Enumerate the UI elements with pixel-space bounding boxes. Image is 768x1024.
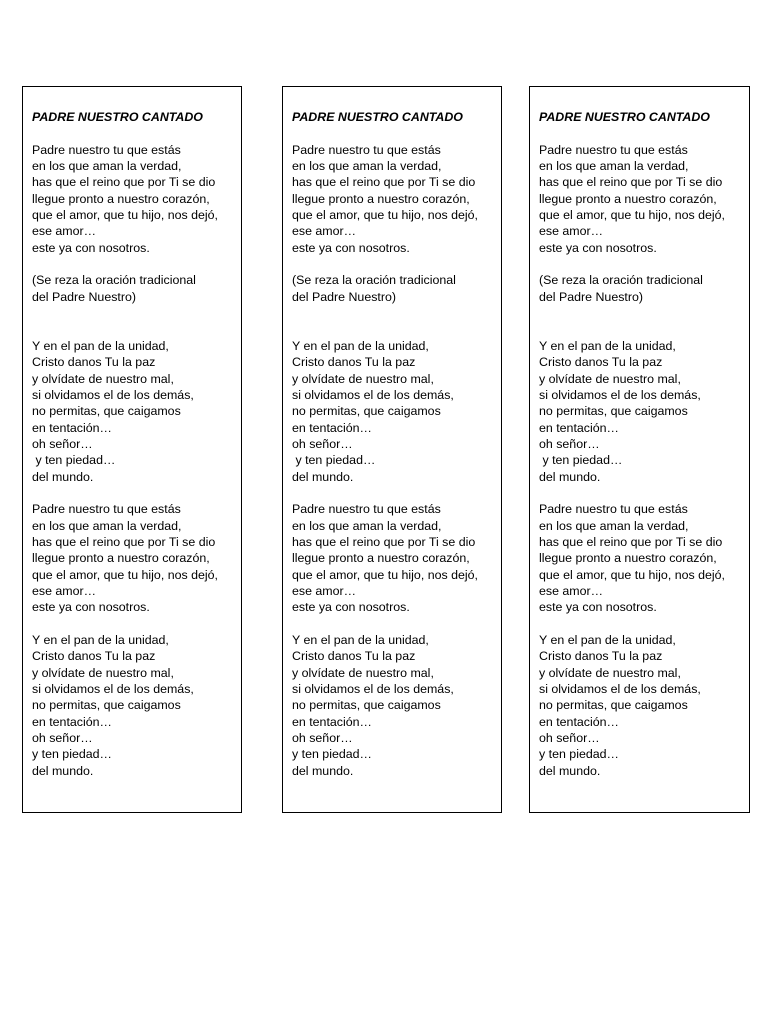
card-title: PADRE NUESTRO CANTADO [292, 110, 463, 124]
lyric-line: del Padre Nuestro) [539, 289, 643, 304]
stanza [32, 142, 241, 256]
lyric-line: en los que aman la verdad, [539, 159, 689, 174]
lyric-line: no permitas, que caigamos [292, 404, 441, 419]
stanza [292, 632, 501, 779]
lyric-line: y olvídate de nuestro mal, [539, 665, 681, 680]
lyric-line: (Se reza la oración tradicional [539, 273, 703, 288]
lyric-line: del mundo. [539, 469, 601, 484]
lyric-line: ese amor… [32, 224, 97, 239]
lyric-line: y olvídate de nuestro mal, [32, 665, 174, 680]
lyric-line: Y en el pan de la unidad, [539, 338, 676, 353]
lyric-line: y ten piedad… [539, 453, 623, 468]
lyric-line: no permitas, que caigamos [539, 698, 688, 713]
lyric-line: Cristo danos Tu la paz [292, 649, 416, 664]
lyric-line: si olvidamos el de los demás, [32, 682, 194, 697]
lyric-line: este ya con nosotros. [539, 600, 657, 615]
lyric-line: oh señor… [539, 731, 600, 746]
stanza [292, 272, 501, 305]
lyric-line: Y en el pan de la unidad, [292, 633, 429, 647]
lyric-line: has que el reino que por Ti se dio [32, 175, 216, 190]
stanza [32, 338, 241, 485]
stanza [292, 142, 501, 256]
lyric-line: este ya con nosotros. [32, 240, 150, 255]
lyric-line: en los que aman la verdad, [292, 518, 442, 533]
lyric-line: y olvídate de nuestro mal, [292, 371, 434, 386]
lyric-line: llegue pronto a nuestro corazón, [32, 191, 210, 206]
lyric-line: Padre nuestro tu que estás [292, 142, 441, 157]
lyric-line: no permitas, que caigamos [539, 404, 688, 419]
lyric-line: y ten piedad… [292, 453, 376, 468]
lyric-line: si olvidamos el de los demás, [292, 387, 454, 402]
stanza [32, 632, 241, 779]
lyric-line: oh señor… [292, 731, 353, 746]
lyric-line: Padre nuestro tu que estás [32, 142, 181, 157]
lyric-line: del mundo. [292, 763, 354, 778]
lyric-line: y olvídate de nuestro mal, [292, 665, 434, 680]
lyric-line: llegue pronto a nuestro corazón, [32, 551, 210, 566]
lyric-line: oh señor… [32, 731, 93, 746]
lyric-line: llegue pronto a nuestro corazón, [292, 551, 470, 566]
lyric-line: no permitas, que caigamos [32, 404, 181, 419]
lyric-line: que el amor, que tu hijo, nos dejó, [539, 208, 725, 223]
stanza [539, 272, 749, 305]
lyric-line: oh señor… [32, 436, 93, 451]
lyric-line: del mundo. [32, 469, 94, 484]
stanza [32, 272, 241, 305]
lyrics-card-2 [282, 86, 502, 813]
lyric-line: este ya con nosotros. [292, 600, 410, 615]
lyric-line: que el amor, que tu hijo, nos dejó, [32, 208, 218, 223]
lyric-line: y ten piedad… [292, 747, 372, 762]
lyric-line: (Se reza la oración tradicional [292, 273, 456, 288]
lyric-line: este ya con nosotros. [292, 240, 410, 255]
lyric-line: y olvídate de nuestro mal, [539, 371, 681, 386]
lyric-line: si olvidamos el de los demás, [32, 387, 194, 402]
lyric-line: si olvidamos el de los demás, [292, 682, 454, 697]
lyric-line: en tentación… [539, 420, 619, 435]
lyric-line: en tentación… [292, 714, 372, 729]
lyric-line: Cristo danos Tu la paz [539, 355, 663, 370]
lyric-line: has que el reino que por Ti se dio [539, 175, 723, 190]
lyric-line: has que el reino que por Ti se dio [292, 534, 476, 549]
lyric-line: Cristo danos Tu la paz [292, 355, 416, 370]
lyric-line: que el amor, que tu hijo, nos dejó, [539, 567, 725, 582]
lyric-line: Padre nuestro tu que estás [539, 502, 688, 517]
card-title: PADRE NUESTRO CANTADO [32, 110, 203, 124]
lyric-line: Cristo danos Tu la paz [539, 649, 663, 664]
lyric-line: ese amor… [539, 224, 604, 239]
lyric-line: que el amor, que tu hijo, nos dejó, [32, 567, 218, 582]
lyric-line: y ten piedad… [539, 747, 619, 762]
lyric-line: Y en el pan de la unidad, [32, 633, 169, 647]
lyric-line: llegue pronto a nuestro corazón, [539, 191, 717, 206]
lyric-line: no permitas, que caigamos [32, 698, 181, 713]
lyric-line: has que el reino que por Ti se dio [32, 534, 216, 549]
lyric-line: del Padre Nuestro) [292, 289, 396, 304]
lyric-line: del mundo. [292, 469, 354, 484]
lyric-line: Cristo danos Tu la paz [32, 649, 156, 664]
lyric-line: en tentación… [539, 714, 619, 729]
lyric-line: Y en el pan de la unidad, [292, 338, 429, 353]
lyric-line: este ya con nosotros. [32, 600, 150, 615]
lyric-line: del mundo. [539, 763, 601, 778]
stanza [539, 142, 749, 256]
lyric-line: ese amor… [292, 583, 357, 598]
lyrics-card-3 [529, 86, 750, 813]
lyric-line: y ten piedad… [32, 747, 112, 762]
lyric-line: del Padre Nuestro) [32, 289, 136, 304]
card-title: PADRE NUESTRO CANTADO [539, 110, 710, 124]
stanza [539, 632, 749, 779]
lyric-line: en tentación… [32, 420, 112, 435]
lyric-line: y olvídate de nuestro mal, [32, 371, 174, 386]
lyric-line: oh señor… [292, 436, 353, 451]
lyric-line: si olvidamos el de los demás, [539, 387, 701, 402]
lyric-line: llegue pronto a nuestro corazón, [292, 191, 470, 206]
lyric-line: Y en el pan de la unidad, [539, 633, 676, 647]
lyric-line: llegue pronto a nuestro corazón, [539, 551, 717, 566]
lyric-line: no permitas, que caigamos [292, 698, 441, 713]
lyric-line: en los que aman la verdad, [32, 159, 182, 174]
lyrics-card-1 [22, 86, 242, 813]
stanza [292, 338, 501, 485]
lyric-line: Padre nuestro tu que estás [539, 142, 688, 157]
lyric-line: Padre nuestro tu que estás [32, 502, 181, 517]
lyric-line: en los que aman la verdad, [292, 159, 442, 174]
lyric-line: ese amor… [32, 583, 97, 598]
lyric-line: (Se reza la oración tradicional [32, 273, 196, 288]
lyric-line: en tentación… [292, 420, 372, 435]
lyric-line: si olvidamos el de los demás, [539, 682, 701, 697]
lyric-line: en los que aman la verdad, [539, 518, 689, 533]
lyric-line: has que el reino que por Ti se dio [539, 534, 723, 549]
lyric-line: oh señor… [539, 436, 600, 451]
lyric-line: has que el reino que por Ti se dio [292, 175, 476, 190]
stanza [539, 338, 749, 485]
lyric-line: en tentación… [32, 714, 112, 729]
lyric-line: Y en el pan de la unidad, [32, 338, 169, 353]
lyric-line: en los que aman la verdad, [32, 518, 182, 533]
lyric-line: y ten piedad… [32, 453, 116, 468]
stanza [292, 501, 501, 615]
stanza [539, 501, 749, 615]
lyric-line: Padre nuestro tu que estás [292, 502, 441, 517]
lyric-line: este ya con nosotros. [539, 240, 657, 255]
lyric-line: ese amor… [292, 224, 357, 239]
lyric-line: ese amor… [539, 583, 604, 598]
lyric-line: que el amor, que tu hijo, nos dejó, [292, 567, 478, 582]
lyric-line: que el amor, que tu hijo, nos dejó, [292, 208, 478, 223]
lyric-line: del mundo. [32, 763, 94, 778]
lyric-line: Cristo danos Tu la paz [32, 355, 156, 370]
stanza [32, 501, 241, 615]
